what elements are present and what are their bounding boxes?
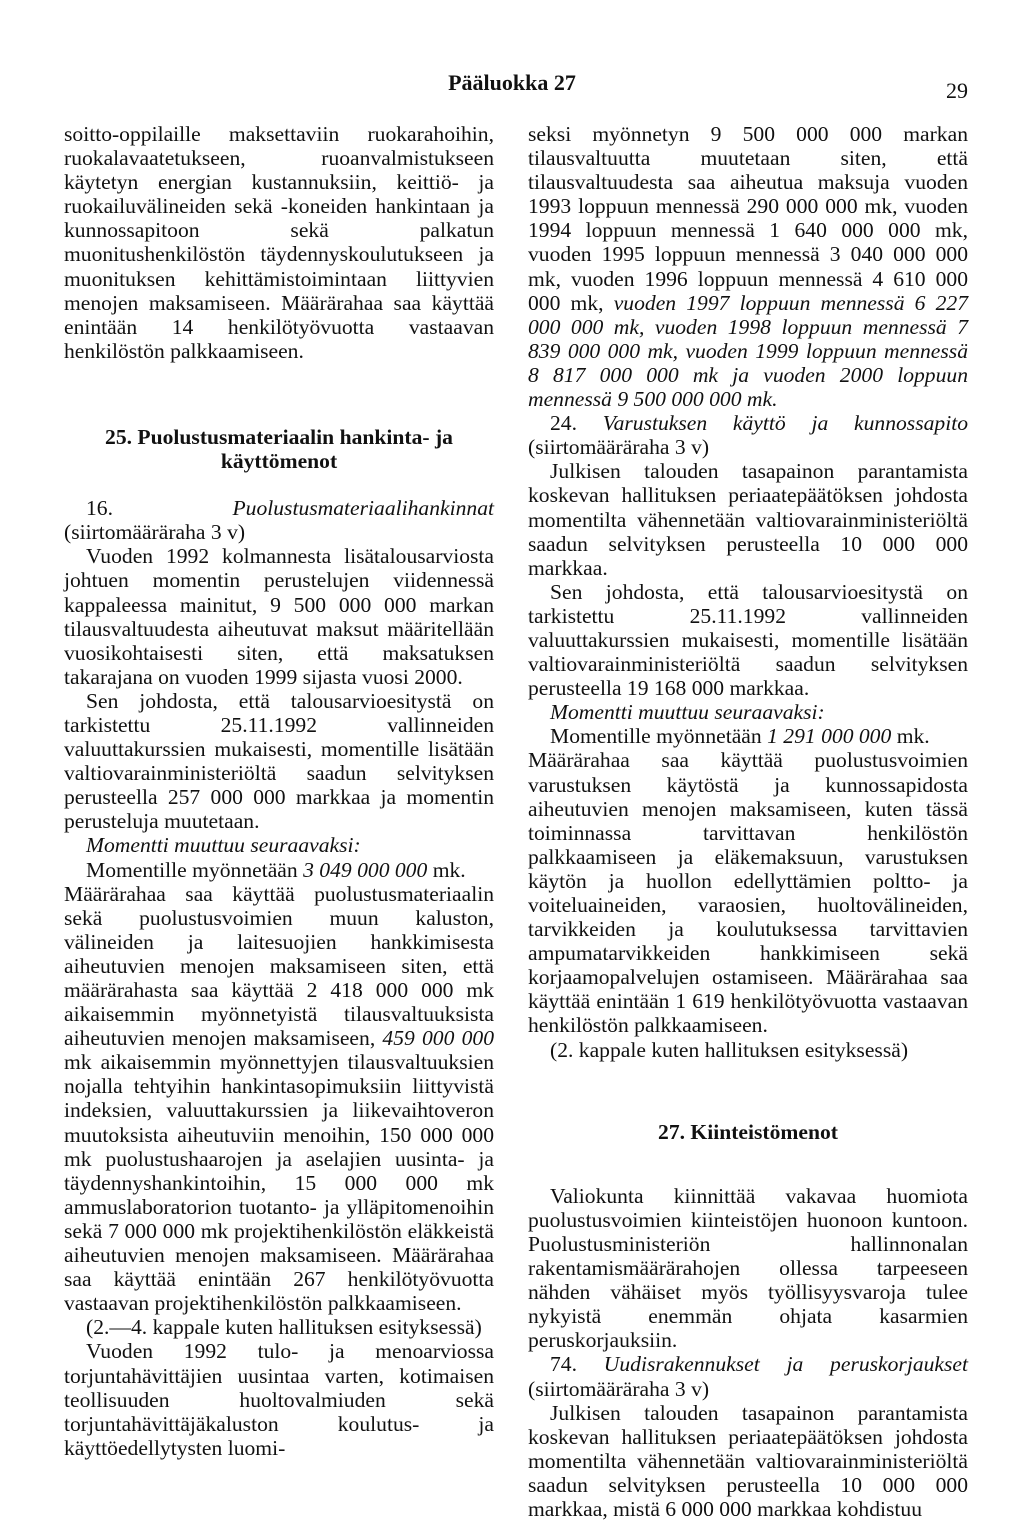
appropriation-line <box>528 724 968 748</box>
appropriation-text: Momentille myönnetään <box>86 857 298 882</box>
paragraph: Vuoden 1992 kolmannesta lisätalousarviosta johtuen momentin perustelujen viidennessä kappaleessa mainitut, 9 500 000 000 markan tilausvaltuudesta aiheutuvat maksut määritellään vuosikohtaisesti siten, että maksatuksen takarajana on vuoden 1999 sijasta vuosi 2000. <box>64 544 494 689</box>
momentti-label: Momentti muuttuu seuraavaksi: <box>86 833 361 858</box>
paragraph: Julkisen talouden tasapainon parantamista koskevan hallituksen periaatepäätöksen johdosta momentilta vähennetään valtiovarainministeriöltä saadun selvityksen perusteella 10 000 000 markkaa. <box>528 459 968 580</box>
item-type: (siirtomääräraha 3 v) <box>64 520 246 545</box>
item-title: Puolustusmateriaalihankinnat <box>232 496 494 521</box>
item-type: (siirtomääräraha 3 v) <box>528 435 710 460</box>
section-heading-27: 27. Kiinteistömenot <box>658 1119 838 1144</box>
italic-text: vuoden 1997 loppuun mennessä 6 227 000 000 mk, vuoden 1998 loppuun mennessä 7 839 000 000 mk, vuoden 1999 loppuun mennessä 8 817 000 000 mk ja vuoden 2000 loppuun mennessä 9 500 000 000 mk. <box>528 290 969 412</box>
page-header <box>0 70 1024 103</box>
paragraph: Sen johdosta, että talousarvioesitystä on tarkistettu 25.11.1992 vallinneiden valuuttakurssien mukaisesti, momentille lisätään valtiovarainministeriöltä saadun selvityksen perusteella 257 000 000 markkaa ja momentin perusteluja muutetaan. <box>64 688 494 834</box>
italic-amount: 459 000 000 <box>382 1026 494 1051</box>
appropriation-amount: 3 049 000 000 <box>303 857 428 882</box>
momentti-label: Momentti muuttuu seuraavaksi: <box>550 700 825 725</box>
appropriation-line <box>64 858 494 882</box>
left-column <box>64 122 494 1460</box>
item-74-title <box>528 1352 968 1400</box>
paragraph: Vuoden 1992 tulo- ja menoarviossa torjuntahävittäjien uusintaa varten, kotimaisen teollisuuden huoltovalmiuden sekä torjuntahävittäjäkaluston koulutus- ja käyttöedellytysten luomi- <box>64 1339 494 1460</box>
paragraph-text: Määrärahaa saa käyttää puolustusmateriaalin sekä puolustusvoimien muun kaluston, välineiden ja laitesuojien hankkimisesta aiheutuvien menojen maksamiseen siten, että määrärahasta saa käyttää 2 418 000 000 mk aikaisemmin myönnetyistä tilausvaltuuksista aiheutuvien menojen maksamiseen, <box>64 881 494 1051</box>
paragraph-text: seksi myönnetyn 9 500 000 000 markan tilausvaltuutta muutetaan siten, että tilausvaltuudesta saa aiheutua maksuja vuoden 1993 loppuun mennessä 290 000 000 mk, vuoden 1994 loppuun mennessä 1 640 000 000 mk, vuoden 1995 loppuun mennessä 3 040 000 000 mk, vuoden 1996 loppuun mennessä 4 610 000 000 mk, <box>528 122 968 315</box>
section-heading-25: 25. Puolustusmateriaalin hankinta- ja käyttömenot <box>105 424 453 474</box>
appropriation-text: Momentille myönnetään <box>550 724 762 749</box>
page-number: 29 <box>946 78 968 103</box>
paragraph: soitto-oppilaille maksettaviin ruokarahoihin, ruokalavaatetukseen, ruoanvalmistukseen käytetyn energian kustannuksiin, keittiö- ja ruokailuvälineiden sekä -koneiden hankintaan ja kunnossapitoon sekä palkatun muonitushenkilöstön täydennyskoulutukseen ja muonituksen kehittämistoimintaan liittyvien menojen maksamiseen. Määrärahaa saa käyttää enintään 14 henkilötyövuotta vastaavan henkilöstön palkkaamiseen. <box>64 122 494 363</box>
paragraph <box>528 122 968 411</box>
paragraph: (2.—4. kappale kuten hallituksen esityksessä) <box>86 1315 482 1340</box>
item-24-title <box>528 411 968 459</box>
paragraph <box>64 882 494 1316</box>
item-title: Uudisrakennukset ja peruskorjaukset <box>603 1352 968 1377</box>
item-number: 74. <box>550 1352 577 1377</box>
running-head: Pääluokka 27 <box>448 70 576 95</box>
item-number: 24. <box>550 411 577 436</box>
paragraph: (2. kappale kuten hallituksen esityksessä) <box>550 1037 909 1062</box>
item-number: 16. <box>86 496 113 521</box>
item-title: Varustuksen käyttö ja kunnossapito <box>602 411 968 436</box>
paragraph: Sen johdosta, että talousarvioesitystä on tarkistettu 25.11.1992 vallinneiden valuuttakurssien mukaisesti, momentille lisätään valtiovarainministeriöltä saadun selvityksen perusteella 19 168 000 markkaa. <box>528 579 968 701</box>
right-column <box>528 122 968 1521</box>
paragraph: Julkisen talouden tasapainon parantamista koskevan hallituksen periaatepäätöksen johdosta momentilta vähennetään valtiovarainministeriöltä saadun selvityksen perusteella 10 000 000 markkaa, mistä 6 000 000 markkaa kohdistuu <box>528 1400 968 1521</box>
item-type: (siirtomääräraha 3 v) <box>528 1376 710 1401</box>
appropriation-unit: mk. <box>896 724 930 749</box>
appropriation-unit: mk. <box>432 857 466 882</box>
paragraph: Valiokunta kiinnittää vakavaa huomiota puolustusvoimien kiinteistöjen huonoon kuntoon. Puolustusministeriön hallinnonalan rakentamismäärärahojen ollessa tarpeeseen nähden vähäiset myös työllisyysvaroja tulee nykyistä enemmän ohjata kasarmien peruskorjauksiin. <box>528 1183 968 1353</box>
item-16-title <box>64 496 494 544</box>
paragraph: Määrärahaa saa käyttää puolustusvoimien varustuksen käytöstä ja kunnossapidosta aiheutuvien menojen maksamiseen, kuten tässä toiminnassa tarvittavan henkilöstön palkkaamiseen ja eläkemaksuun, varustuksen käytön ja huollon edellyttämien poltto- ja voiteluaineiden, varaosien, huoltovälineiden, tarvikkeiden ja koulutuksessa tarvittavien ampumatarvikkeiden hankkimiseen sekä korjaamopalvelujen ostamiseen. Määrärahaa saa käyttää enintään 1 619 henkilötyövuotta vastaavan henkilöstön palkkaamiseen. <box>528 748 968 1038</box>
appropriation-amount: 1 291 000 000 <box>767 724 892 749</box>
paragraph-text: mk aikaisemmin myönnettyjen tilausvaltuuksien nojalla tehtyihin hankintasopimuksiin liittyvistä indeksien, valuuttakurssien ja liikevaihtoveron muutoksista aiheutuviin menoihin, 150 000 000 mk puolustushaarojen ja aselajien uusinta- ja täydennyshankintoihin, 15 000 000 mk ammuslaboratorion tuotanto- ja ylläpitomenoihin sekä 7 000 000 mk projektihenkilöstön eläkkeistä aiheutuvien menojen maksamiseen. Määrärahaa saa käyttää enintään 267 henkilötyövuotta vastaavan projektihenkilöstön palkkaamiseen. <box>64 1050 494 1316</box>
